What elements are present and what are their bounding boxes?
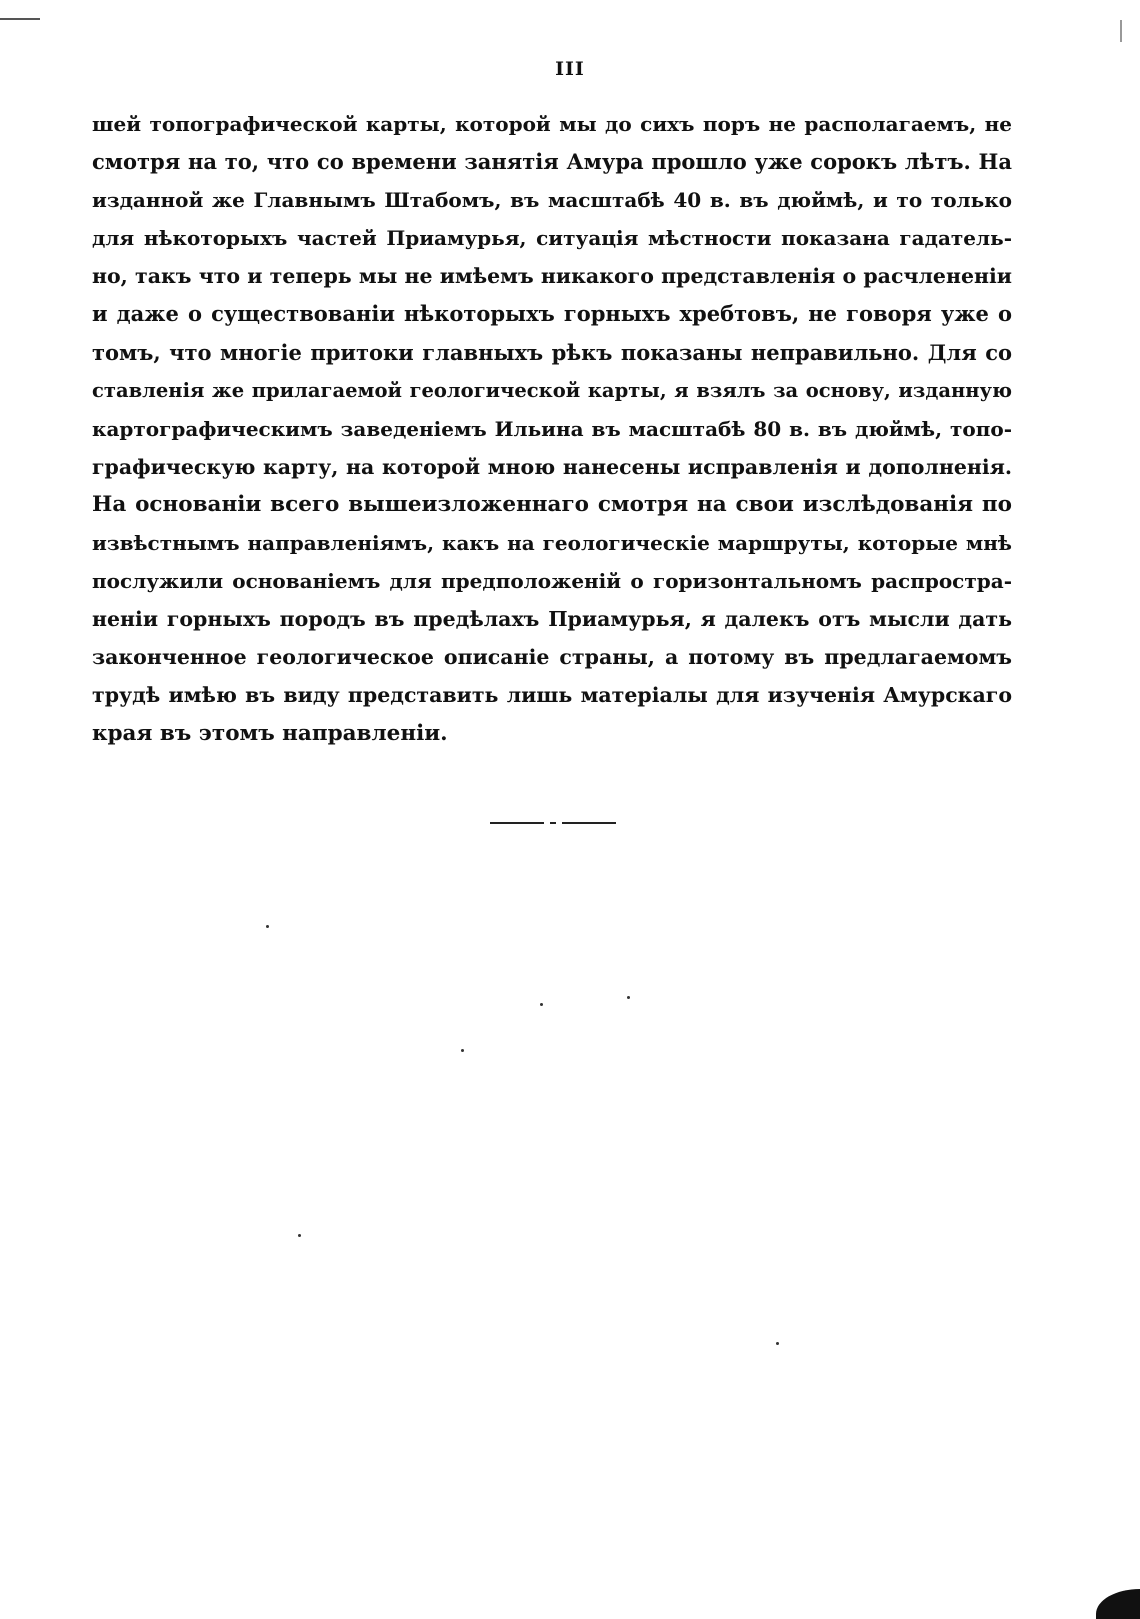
text-line: шей топографической карты, которой мы до сихъ поръ не располагаемъ, не (92, 112, 1012, 136)
scan-speck (776, 1342, 779, 1345)
text-line: смотря на то, что со времени занятія Амура прошло уже сорокъ лѣтъ. На (92, 149, 1012, 175)
scan-edge-mark (1096, 1589, 1140, 1619)
text-line: На основаніи всего вышеизложеннаго смотря на свои изслѣдованія по (92, 491, 1012, 517)
text-line: для нѣкоторыхъ частей Приамурья, ситуація мѣстности показана гадатель- (92, 226, 1012, 251)
text-line: и даже о существованіи нѣкоторыхъ горныхъ хребтовъ, не говоря уже о (92, 301, 1012, 327)
text-line: неніи горныхъ породъ въ предѣлахъ Приамурья, я далекъ отъ мысли дать (92, 607, 1012, 632)
scan-speck (540, 1003, 543, 1006)
text-line: ставленія же прилагаемой геологической карты, я взялъ за основу, изданную (92, 378, 1012, 402)
text-line: изданной же Главнымъ Штабомъ, въ масштабѣ 40 в. въ дюймѣ, и то только (92, 188, 1012, 213)
scan-edge-mark (0, 0, 40, 20)
scan-speck (461, 1049, 464, 1052)
scan-speck (298, 1234, 301, 1237)
scan-speck (627, 996, 630, 999)
text-line: графическую карту, на которой мною нанесены исправленія и дополненія. (92, 454, 1012, 479)
body-paragraph (92, 105, 1012, 753)
text-line: края въ этомъ направленіи. (92, 720, 448, 746)
scan-speck (266, 925, 269, 928)
page-number: III (555, 58, 585, 80)
scan-edge-mark (1120, 20, 1122, 42)
text-line: послужили основаніемъ для предположеній о горизонтальномъ распростра- (92, 569, 1012, 594)
text-line: томъ, что многіе притоки главныхъ рѣкъ показаны неправильно. Для со (92, 339, 1012, 365)
text-line: трудѣ имѣю въ виду представить лишь матеріалы для изученія Амурскаго (92, 683, 1012, 708)
section-separator (490, 822, 616, 824)
text-line: но, такъ что и теперь мы не имѣемъ никакого представленія о расчлененіи (92, 264, 1012, 289)
text-line: извѣстнымъ направленіямъ, какъ на геологическіе маршруты, которые мнѣ (92, 531, 1012, 556)
text-line: картографическимъ заведеніемъ Ильина въ масштабѣ 80 в. въ дюймѣ, топо- (92, 416, 1012, 441)
text-line: законченное геологическое описаніе страны, а потому въ предлагаемомъ (92, 645, 1012, 670)
